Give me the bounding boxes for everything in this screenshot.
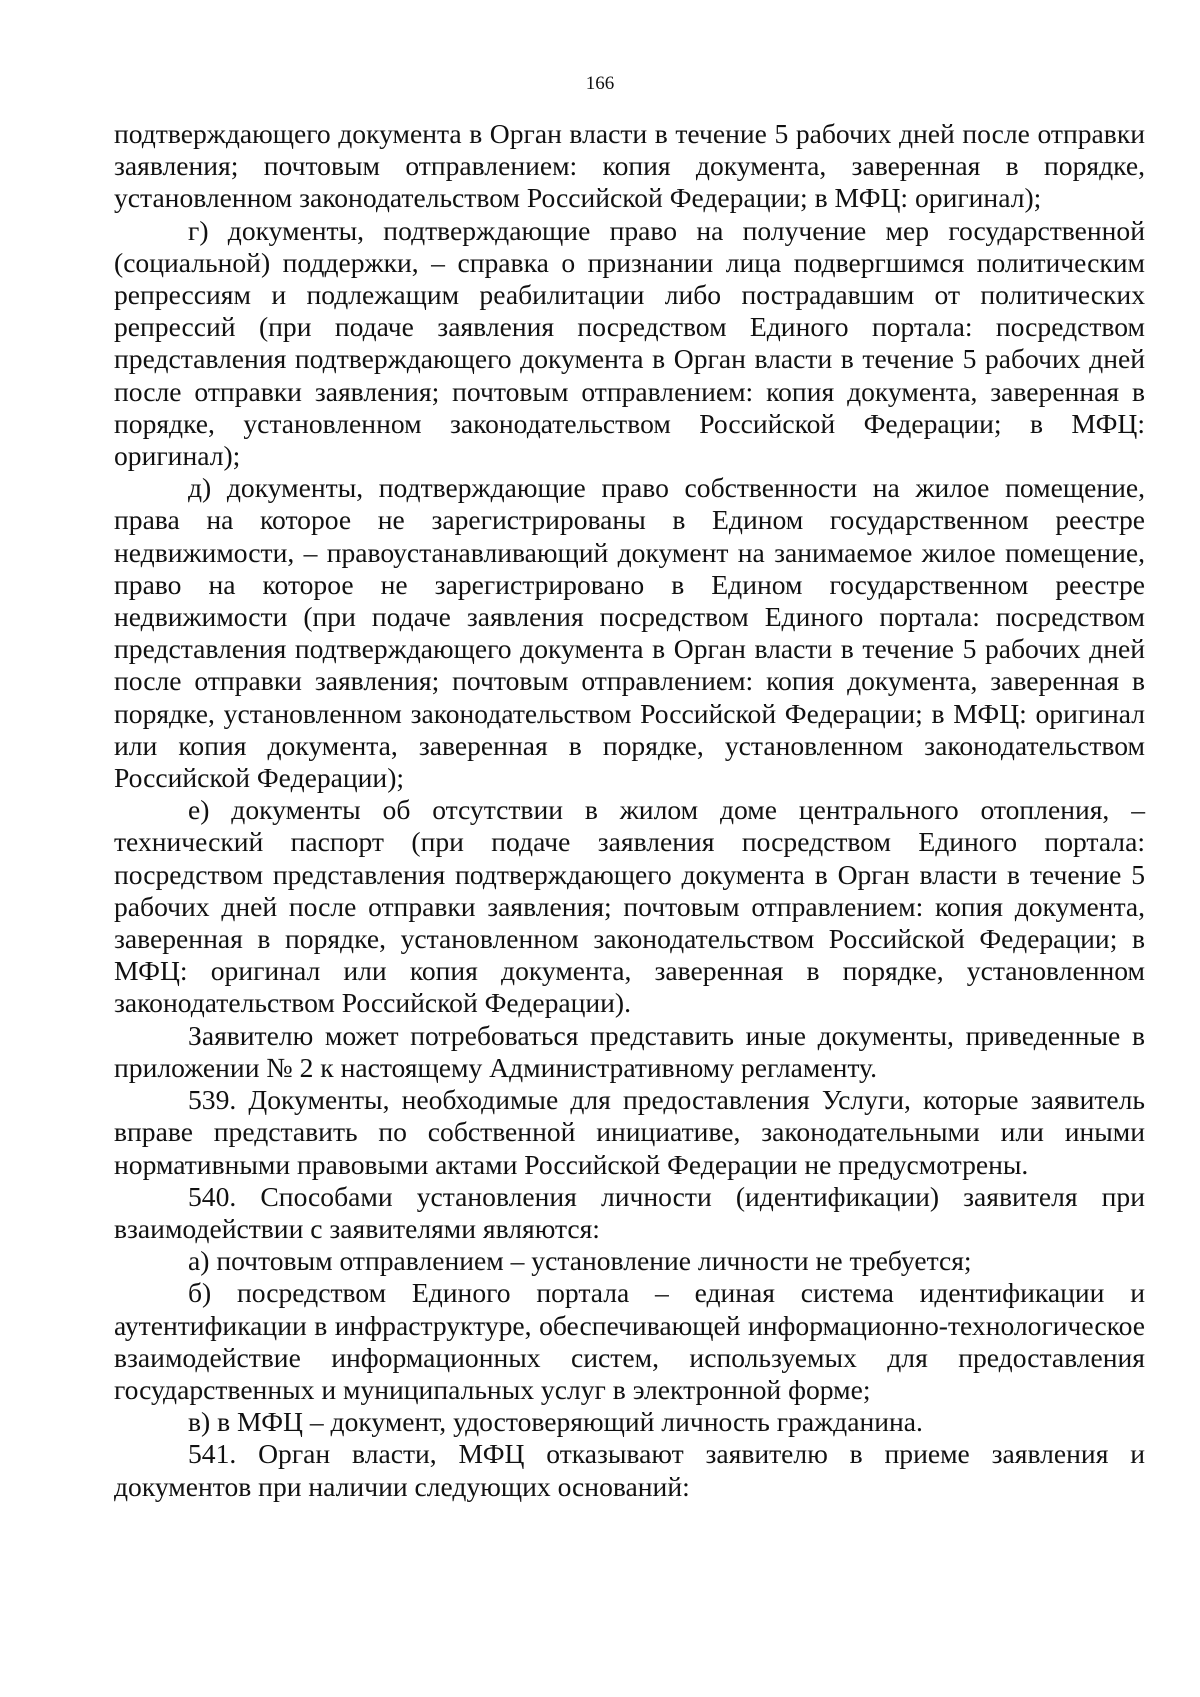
document-body [114, 118, 1145, 1503]
paragraph-540: 540. Способами установления личности (идентификации) заявителя при взаимодействии с заявителями являются: [114, 1180, 1145, 1244]
paragraph-other-documents: Заявителю может потребоваться представить иные документы, приведенные в приложении № 2 к настоящему Административному регламенту. [114, 1019, 1145, 1083]
paragraph-item-v: в) в МФЦ – документ, удостоверяющий личность гражданина. [188, 1406, 923, 1438]
paragraph-item-g: г) документы, подтверждающие право на получение мер государственной (социальной) поддержки, – справка о признании лица подвергшимся политическим репрессиям и подлежащим реабилитации либо пострадавшим от политических репрессий (при подаче заявления посредством Единого портала: посредством представления подтверждающего документа в Орган власти в течение 5 рабочих дней после отправки заявления; почтовым отправлением: копия документа, заверенная в порядке, установленном законодательством Российской Федерации; в МФЦ: оригинал); [114, 214, 1145, 472]
paragraph-item-a: а) почтовым отправлением – установление личности не требуется; [188, 1245, 972, 1277]
paragraph-item-b: б) посредством Единого портала – единая система идентификации и аутентификации в инфраструктуре, обеспечивающей информационно-технологическое взаимодействие информационных систем, используемых для предоставления государственных и муниципальных услуг в электронной форме; [114, 1277, 1145, 1405]
paragraph-continuation: подтверждающего документа в Орган власти в течение 5 рабочих дней после отправки заявления; почтовым отправлением: копия документа, заверенная в порядке, установленном законодательством Российской Федерации; в МФЦ: оригинал); [114, 118, 1145, 214]
page-number: 166 [585, 73, 615, 94]
paragraph-541: 541. Орган власти, МФЦ отказывают заявителю в приеме заявления и документов при наличии следующих оснований: [114, 1438, 1145, 1502]
paragraph-539: 539. Документы, необходимые для предоставления Услуги, которые заявитель вправе представить по собственной инициативе, законодательными или иными нормативными правовыми актами Российской Федерации не предусмотрены. [114, 1084, 1145, 1180]
paragraph-item-e: е) документы об отсутствии в жилом доме центрального отопления, – технический паспорт (при подаче заявления посредством Единого портала: посредством представления подтверждающего документа в Орган власти в течение 5 рабочих дней после отправки заявления; почтовым отправлением: копия документа, заверенная в порядке, установленном законодательством Российской Федерации; в МФЦ: оригинал или копия документа, заверенная в порядке, установленном законодательством Российской Федерации). [114, 794, 1145, 1019]
paragraph-item-d: д) документы, подтверждающие право собственности на жилое помещение, права на которое не зарегистрированы в Едином государственном реестре недвижимости, – правоустанавливающий документ на занимаемое жилое помещение, право на которое не зарегистрировано в Едином государственном реестре недвижимости (при подаче заявления посредством Единого портала: посредством представления подтверждающего документа в Орган власти в течение 5 рабочих дней после отправки заявления; почтовым отправлением: копия документа, заверенная в порядке, установленном законодательством Российской Федерации; в МФЦ: оригинал или копия документа, заверенная в порядке, установленном законодательством Российской Федерации); [114, 472, 1145, 794]
